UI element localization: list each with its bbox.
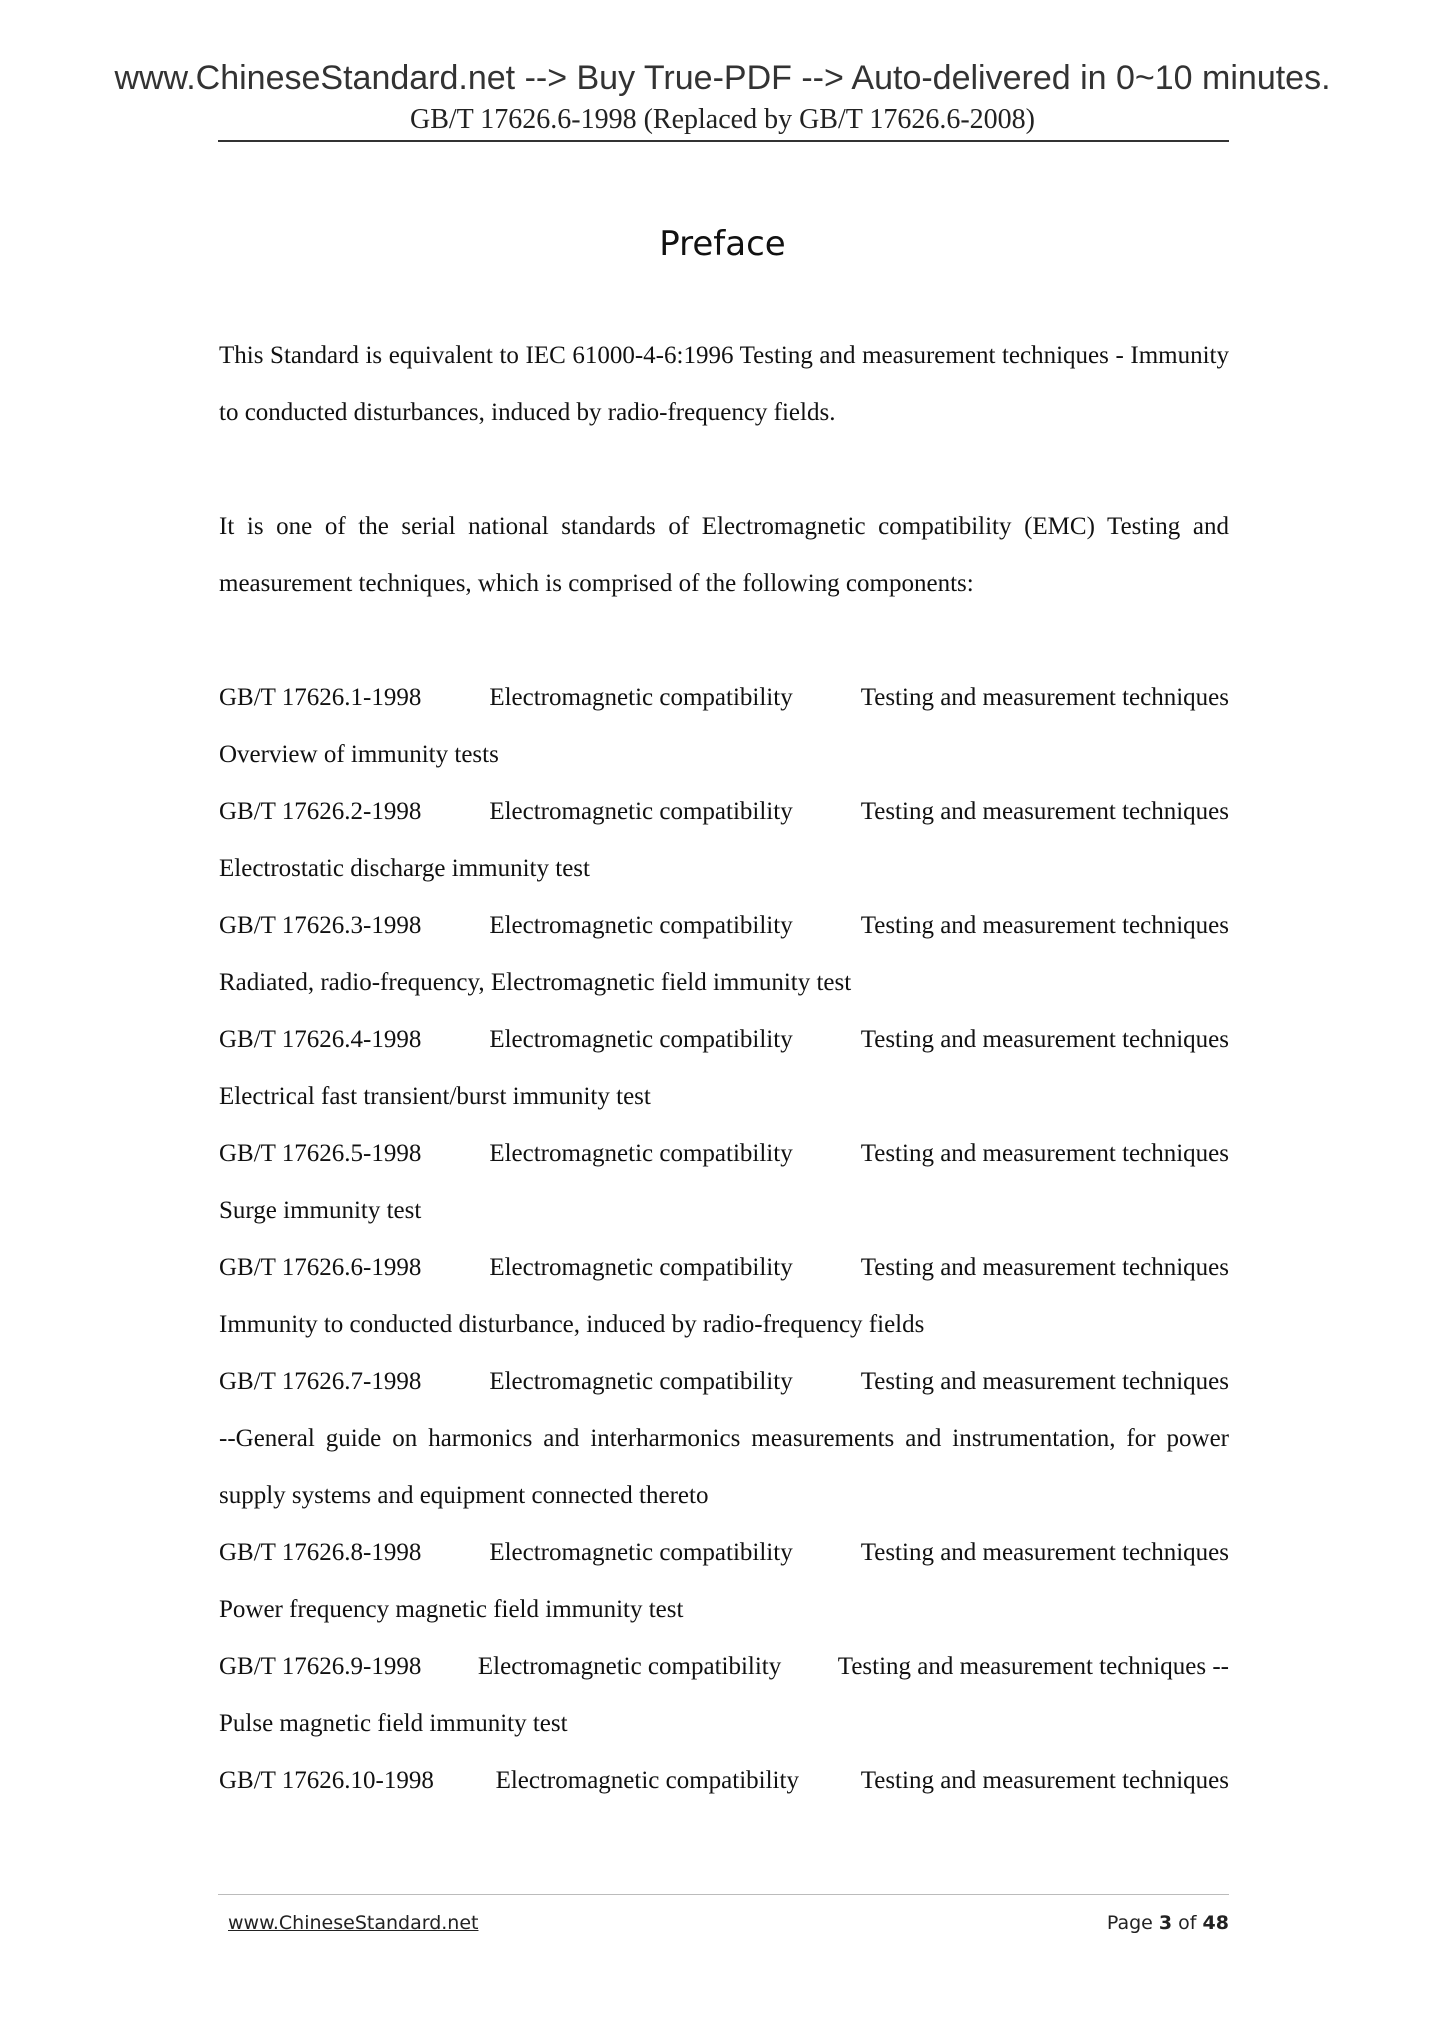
standard-code: GB/T 17626.6-1998: [219, 1254, 422, 1281]
standard-description: --General guide on harmonics and interharmonics measurements and instrumentation, for power supply systems and equipment connected thereto: [219, 1425, 1229, 1509]
standard-code: GB/T 17626.10-1998: [219, 1767, 434, 1794]
standard-code: GB/T 17626.1-1998: [219, 684, 422, 711]
standard-entry: [219, 1239, 1229, 1353]
standard-subject: Electromagnetic compatibility: [489, 684, 793, 711]
standard-subject: Electromagnetic compatibility: [489, 1254, 793, 1281]
standard-description: Electrostatic discharge immunity test: [219, 855, 590, 882]
standard-header: GB/T 17626.6-1998 (Replaced by GB/T 17626.6-2008): [409, 104, 1035, 135]
download-banner[interactable]: www.ChineseStandard.net --> Buy True-PDF --> Auto-delivered in 0~10 minutes.: [114, 59, 1331, 97]
standard-subject: Electromagnetic compatibility: [489, 912, 793, 939]
standard-category: Testing and measurement techniques: [860, 684, 1229, 711]
standard-category: Testing and measurement techniques: [860, 912, 1229, 939]
standard-entry: [219, 669, 1229, 783]
standard-entry: [219, 1353, 1229, 1524]
footer-rule: [218, 1894, 1229, 1895]
standard-entry: [219, 1752, 1229, 1809]
standard-category: Testing and measurement techniques: [860, 1140, 1229, 1167]
standard-entry: [219, 1638, 1229, 1752]
standard-description: Electrical fast transient/burst immunity test: [219, 1083, 651, 1110]
standard-description: Pulse magnetic field immunity test: [219, 1710, 568, 1737]
paragraph: This Standard is equivalent to IEC 61000-4-6:1996 Testing and measurement techniques - Immunity to conducted disturbances, induced by radio-frequency fields.: [219, 342, 1229, 426]
standard-code: GB/T 17626.3-1998: [219, 912, 422, 939]
standard-code: GB/T 17626.5-1998: [219, 1140, 422, 1167]
standard-entry: [219, 1011, 1229, 1125]
standard-category: Testing and measurement techniques --: [837, 1653, 1229, 1680]
page-footer: [228, 1912, 1229, 1942]
page-number: [1107, 1912, 1229, 1934]
standard-entry: [219, 1524, 1229, 1638]
standard-code: GB/T 17626.2-1998: [219, 798, 422, 825]
standard-description: Immunity to conducted disturbance, induced by radio-frequency fields: [219, 1311, 925, 1338]
standard-subject: Electromagnetic compatibility: [489, 1140, 793, 1167]
standard-code: GB/T 17626.9-1998: [219, 1653, 422, 1680]
standard-entry: [219, 1125, 1229, 1239]
standard-entry: [219, 897, 1229, 1011]
standard-category: Testing and measurement techniques: [860, 1368, 1229, 1395]
paragraph: It is one of the serial national standards of Electromagnetic compatibility (EMC) Testing and measurement techniques, which is comprised of the following components:: [219, 513, 1229, 597]
standard-entry: [219, 783, 1229, 897]
standard-category: Testing and measurement techniques: [860, 798, 1229, 825]
standard-subject: Electromagnetic compatibility: [477, 1653, 782, 1680]
standard-description: Radiated, radio-frequency, Electromagnetic field immunity test: [219, 969, 852, 996]
standard-description: Power frequency magnetic field immunity test: [219, 1596, 684, 1623]
standard-code: GB/T 17626.7-1998: [219, 1368, 422, 1395]
standard-code: GB/T 17626.4-1998: [219, 1026, 422, 1053]
standard-category: Testing and measurement techniques: [860, 1767, 1229, 1794]
page-title: Preface: [659, 224, 786, 264]
standard-description: Surge immunity test: [219, 1197, 422, 1224]
standard-code: GB/T 17626.8-1998: [219, 1539, 422, 1566]
standard-category: Testing and measurement techniques: [860, 1026, 1229, 1053]
standard-subject: Electromagnetic compatibility: [489, 1026, 793, 1053]
standard-category: Testing and measurement techniques: [860, 1254, 1229, 1281]
footer-website-link[interactable]: www.ChineseStandard.net: [228, 1912, 479, 1934]
standard-subject: Electromagnetic compatibility: [489, 1368, 793, 1395]
page-total: 48: [1202, 1912, 1229, 1934]
page-of: of: [1178, 1912, 1197, 1934]
page-current: 3: [1158, 1912, 1173, 1934]
document-body: [219, 327, 1229, 1809]
standard-description: Overview of immunity tests: [219, 741, 499, 768]
page-prefix: Page: [1106, 1912, 1153, 1934]
standard-category: Testing and measurement techniques: [860, 1539, 1229, 1566]
standard-subject: Electromagnetic compatibility: [495, 1767, 799, 1794]
header-rule: [218, 140, 1229, 142]
standards-list: [219, 669, 1229, 1809]
standard-subject: Electromagnetic compatibility: [489, 798, 793, 825]
standard-subject: Electromagnetic compatibility: [489, 1539, 793, 1566]
